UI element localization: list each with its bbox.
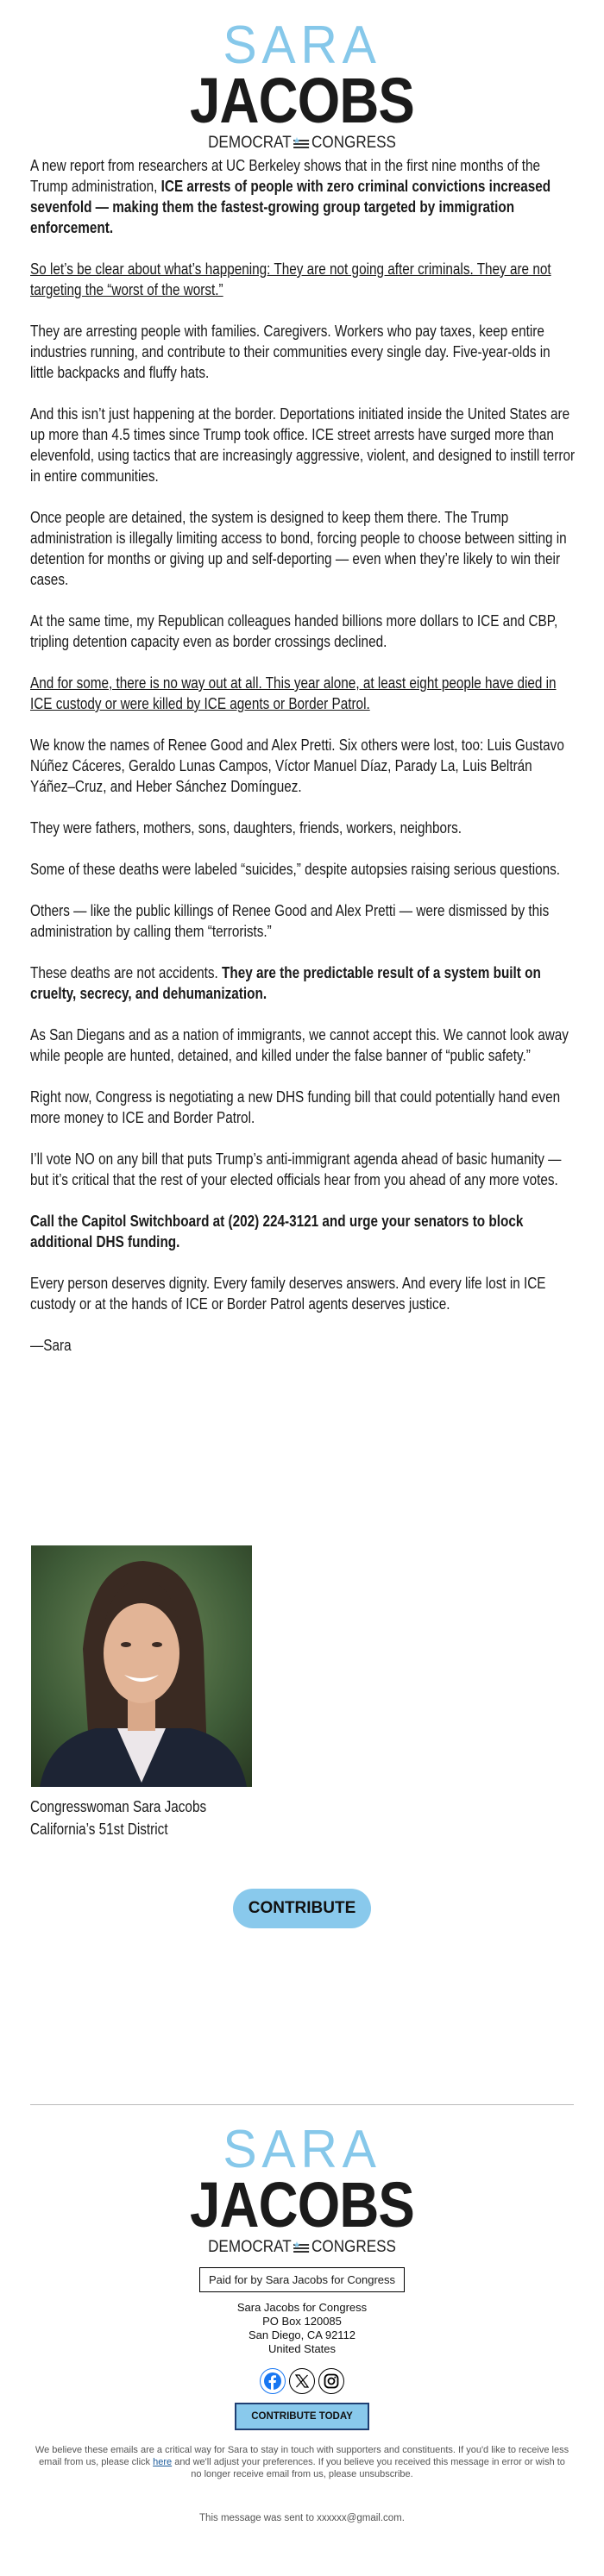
call-to-action-paragraph: Call the Capitol Switchboard at (202) 224-3121 and urge your senators to block additional DHS funding. [30,1213,524,1250]
mailing-address [0,2301,604,2356]
paragraph: They were fathers, mothers, sons, daughters, friends, workers, neighbors. [30,819,462,837]
text: A new report from researchers at UC Berkeley shows that in the first nine months of the Trump administration, [30,157,541,195]
logo-tag-right: CONGRESS [311,2238,396,2256]
portrait-photo [31,1545,252,1787]
text: These deaths are not accidents. [30,964,222,981]
paragraph [30,962,576,1004]
paragraph: They are arresting people with families. Caregivers. Workers who pay taxes, keep entire industries running, and contribute to their communities every single day. Five-year-olds in little backpacks and fluffy hats. [30,323,551,381]
preferences-link[interactable]: here [153,2457,173,2467]
contribute-today-button[interactable]: CONTRIBUTE TODAY [235,2403,369,2430]
sent-to-notice: This message was sent to xxxxxx@gmail.com. [199,2513,405,2523]
paragraph: And this isn’t just happening at the border. Deportations initiated inside the United States are up more than 4.5 times since Trump took office. ICE street arrests have surged more than elevenfold, using tactics that are increasingly aggressive, violent, and designed to instill terror in entire communities. [30,405,576,485]
paragraph: Once people are detained, the system is designed to keep them there. The Trump administration is illegally limiting access to bond, forcing people to choose between sitting in detention for months or giving up and self-deporting — even when they’re likely to win their cases. [30,509,567,588]
paragraph: I’ll vote NO on any bill that puts Trump’s anti-immigrant agenda ahead of basic humanity — but it’s critical that the rest of your elected officials hear from you ahead of any more votes. [30,1150,562,1188]
logo-tag-right: CONGRESS [311,134,396,152]
paragraph-underlined: And for some, there is no way out at all. This year alone, at least eight people have died in ICE custody or were killed by ICE agents or Border Patrol. [30,674,557,712]
bold-text: ICE arrests of people with zero criminal convictions increased sevenfold — making them the fastest-growing group targeted by immigration enforcement. [30,178,551,236]
address-line: Sara Jacobs for Congress [236,2301,368,2314]
email-preferences-disclaimer [35,2444,569,2480]
email-body [30,155,576,1376]
logo-last-name: JACOBS [189,2169,415,2241]
divider [30,2104,574,2105]
logo-tag-left: DEMOCRAT [208,2238,292,2256]
paragraph: We know the names of Renee Good and Alex Pretti. Six others were lost, too: Luis Gustavo Núñez Cáceres, Geraldo Lunas Campos, Víctor Manuel Díaz, Parady La, Luis Beltrán Yáñez–Cruz, and Heber Sánchez Domínguez. [30,736,564,795]
paragraph: At the same time, my Republican colleagues handed billions more dollars to ICE and CBP, tripling detention capacity even as border crossings declined. [30,612,558,650]
paragraph: Every person deserves dignity. Every family deserves answers. And every life lost in ICE custody or at the hands of ICE or Border Patrol agents deserves justice. [30,1275,546,1313]
address-line: San Diego, CA 92112 [248,2328,356,2341]
address-line: PO Box 120085 [262,2315,342,2328]
paragraph [30,155,576,238]
social-links [0,2368,604,2394]
caption-district: California’s 51st District [30,1821,168,1838]
paragraph: Others — like the public killings of Renee Good and Alex Pretti — were dismissed by this administration by calling them “terrorists.” [30,902,550,940]
footer-logo [0,2120,604,2256]
text: We believe these emails are a critical way for Sara to stay in touch with supporters and constituents. If you'd like to receive less email from us, please click [35,2445,569,2467]
logo-tagline [30,2239,574,2255]
flag-icon: ★ [293,137,309,149]
paragraph: Right now, Congress is negotiating a new DHS funding bill that could potentially hand even more money to ICE and Border Patrol. [30,1088,561,1126]
paragraph-underlined: So let’s be clear about what’s happening: They are not going after criminals. They are not targeting the “worst of the worst.” [30,260,551,298]
logo-first-name: SARA [223,16,381,75]
x-icon[interactable] [289,2368,315,2394]
header-logo [0,0,604,152]
logo-last-name: JACOBS [189,65,415,136]
address-line: United States [267,2342,337,2355]
instagram-icon[interactable] [318,2368,344,2394]
footer [0,2120,604,2523]
logo-tag-left: DEMOCRAT [208,134,292,152]
flag-icon: ★ [293,2241,309,2253]
signoff: —Sara [30,1337,72,1354]
paragraph: Some of these deaths were labeled “suicides,” despite autopsies raising serious questions. [30,861,561,878]
paid-for-disclaimer: Paid for by Sara Jacobs for Congress [199,2267,405,2292]
facebook-icon[interactable] [260,2368,286,2394]
caption-name: Congresswoman Sara Jacobs [30,1798,207,1815]
photo-caption [30,1796,206,1840]
logo-first-name: SARA [223,2120,381,2179]
paragraph: As San Diegans and as a nation of immigrants, we cannot accept this. We cannot look away while people are hunted, detained, and killed under the false banner of “public safety.” [30,1026,569,1064]
contribute-button[interactable]: CONTRIBUTE [233,1889,371,1928]
text: and we'll adjust your preferences. If you believe you received this message in error or wish to no longer receive email from us, please unsubscribe. [172,2457,565,2479]
logo-tagline [30,135,574,151]
bold-text: They are the predictable result of a system built on cruelty, secrecy, and dehumanization. [30,964,541,1002]
